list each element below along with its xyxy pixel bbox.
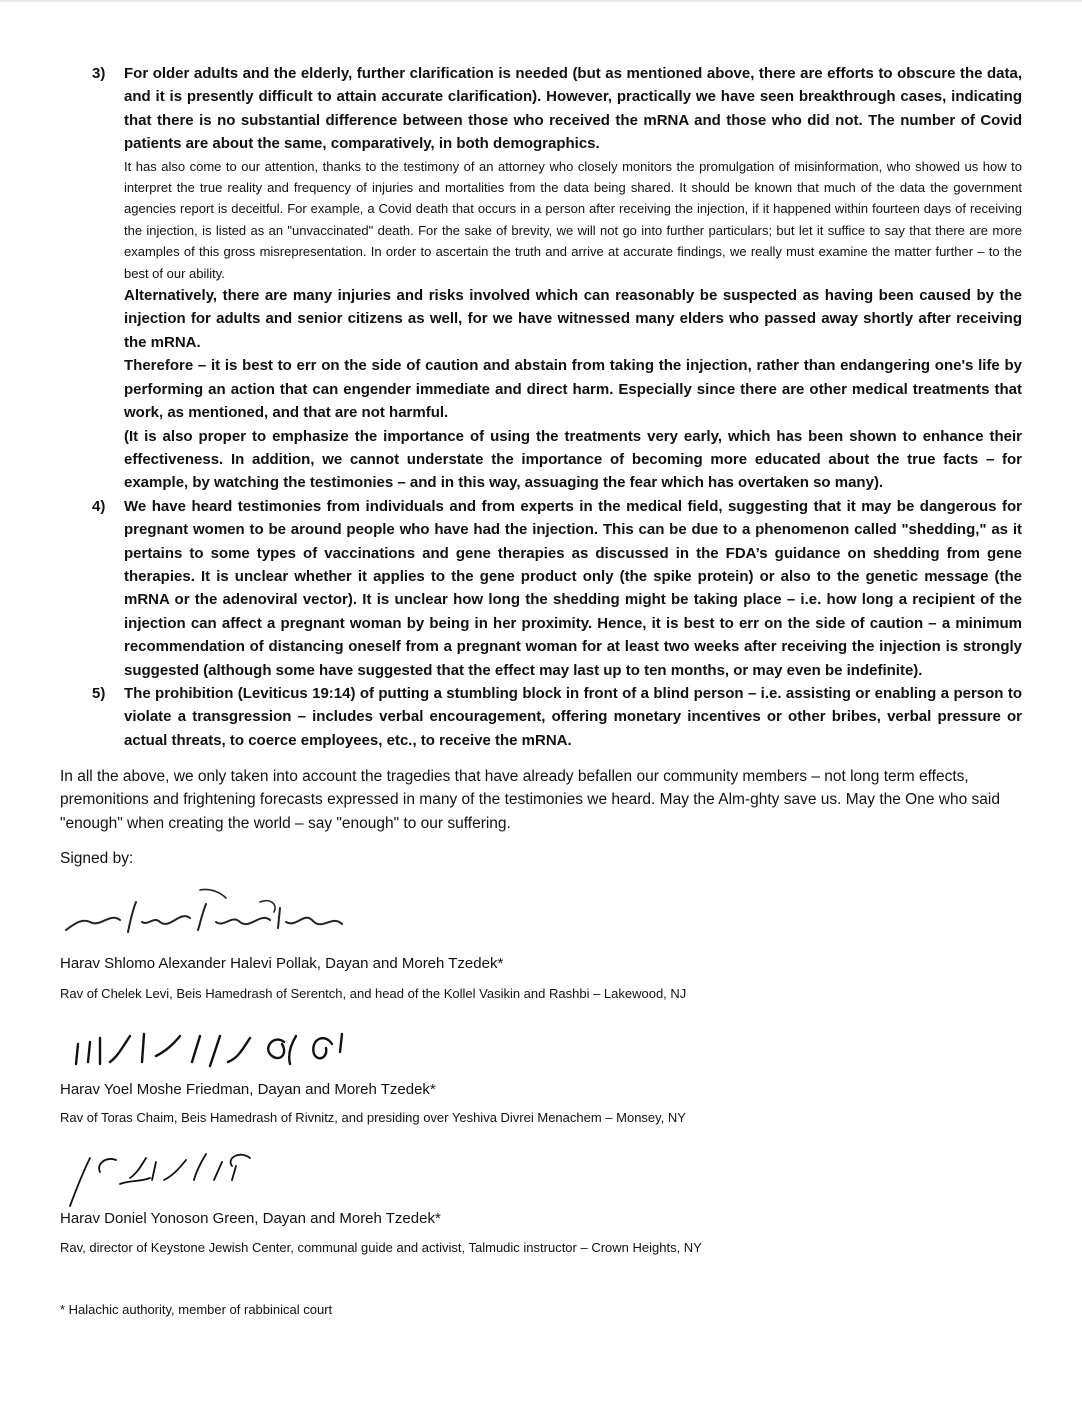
signatory-1-name: Harav Shlomo Alexander Halevi Pollak, Dayan and Moreh Tzedek* [60, 955, 504, 972]
signatory-3-title: Rav, director of Keystone Jewish Center, communal guide and activist, Talmudic instructor – Crown Heights, NY [60, 1240, 702, 1255]
signature-2 [60, 1022, 350, 1072]
handwritten-signature-2-icon [60, 1022, 350, 1072]
footnote: * Halachic authority, member of rabbinical court [60, 1302, 333, 1317]
page-top-border [0, 0, 1082, 2]
signatory-1-title: Rav of Chelek Levi, Beis Hamedrash of Serentch, and head of the Kollel Vasikin and Rashbi – Lakewood, NJ [60, 986, 687, 1001]
list-item-3 [92, 62, 1022, 495]
signature-3 [60, 1144, 260, 1210]
signatory-2-title: Rav of Toras Chaim, Beis Hamedrash of Rivnitz, and presiding over Yeshiva Divrei Menachem – Monsey, NY [60, 1110, 686, 1125]
handwritten-signature-1-icon [60, 884, 350, 946]
item-number: 3) [92, 65, 106, 82]
item-3-paragraph-4: Therefore – it is best to err on the side of caution and abstain from taking the injection, rather than endangering one's life by performing an action that can engender immediate and direct harm. Especially since there are other medical treatments that work, as mentioned, and that are not harmful. [124, 357, 1022, 422]
handwritten-signature-3-icon [60, 1144, 260, 1210]
signed-by-label: Signed by: [60, 850, 134, 867]
item-3-paragraph-2: It has also come to our attention, thanks to the testimony of an attorney who closely monitors the promulgation of misinformation, who showed us how to interpret the true reality and frequency of injuries and mortalities from the data being shared. It should be known that much of the data the government agencies report is deceitful. For example, a Covid death that occurs in a person after receiving the injection, if it happened within fourteen days of receiving the injection, is listed as an "unvaccinated" death. For the sake of brevity, we will not go into further particulars; but let it suffice to say that there are more examples of this gross misrepresentation. In order to ascertain the truth and arrive at accurate findings, we really must examine the matter further – to the best of our ability. [124, 158, 1022, 281]
item-3-paragraph-3: Alternatively, there are many injuries and risks involved which can reasonably be suspected as having been caused by the injection for adults and senior citizens as well, for we have witnessed many elders who passed away shortly after receiving the mRNA. [124, 287, 1022, 351]
signature-1 [60, 884, 350, 946]
list-item-4 [92, 495, 1022, 682]
signatory-2-name: Harav Yoel Moshe Friedman, Dayan and Moreh Tzedek* [60, 1081, 436, 1098]
item-3-paragraph-5: (It is also proper to emphasize the importance of using the treatments very early, which has been shown to enhance their effectiveness. In addition, we cannot understate the importance of becoming more educated about the true facts – for example, by watching the testimonies – and in this way, assuaging the fear which has overtaken so many). [124, 427, 1022, 492]
item-number: 5) [92, 684, 106, 702]
numbered-list [92, 62, 1022, 752]
signatory-3-name: Harav Doniel Yonoson Green, Dayan and Moreh Tzedek* [60, 1210, 441, 1227]
list-item-5 [92, 682, 1022, 752]
item-4-paragraph-1: We have heard testimonies from individuals and from experts in the medical field, suggesting that it may be dangerous for pregnant women to be around people who have had the injection. This can be due to a phenomenon called "shedding," as it pertains to some types of vaccinations and gene therapies as discussed in the FDA’s guidance on shedding from gene therapies. It is unclear whether it applies to the gene product only (the spike protein) or also to the genetic message (the mRNA or the adenoviral vector). It is unclear how long the shedding might be taking place – i.e. how long a recipient of the injection can affect a pregnant woman by being in her proximity. Hence, it is best to err on the side of caution – a minimum recommendation of distancing oneself from a pregnant woman for at least two weeks after receiving the injection is strongly suggested (although some have suggested that the effect may last up to ten months, or may even be indefinite). [124, 497, 1022, 679]
closing-paragraph: In all the above, we only taken into account the tragedies that have already befallen our community members – not long term effects, premonitions and frightening forecasts expressed in many of the testimonies we heard. May the Alm-ghty save us. May the One who said "enough" when creating the world – say "enough" to our suffering. [60, 768, 1000, 832]
item-5-paragraph-1: The prohibition (Leviticus 19:14) of putting a stumbling block in front of a blind person – i.e. assisting or enabling a person to violate a transgression – includes verbal encouragement, offering monetary incentives or other bribes, verbal pressure or actual threats, to coerce employees, etc., to receive the mRNA. [124, 684, 1022, 749]
item-3-paragraph-1: For older adults and the elderly, further clarification is needed (but as mentioned above, there are efforts to obscure the data, and it is presently difficult to attain accurate clarification). However, practically we have seen breakthrough cases, indicating that there is no substantial difference between those who received the mRNA and those who did not. The number of Covid patients are about the same, comparatively, in both demographics. [124, 65, 1022, 153]
item-number: 4) [92, 497, 106, 515]
